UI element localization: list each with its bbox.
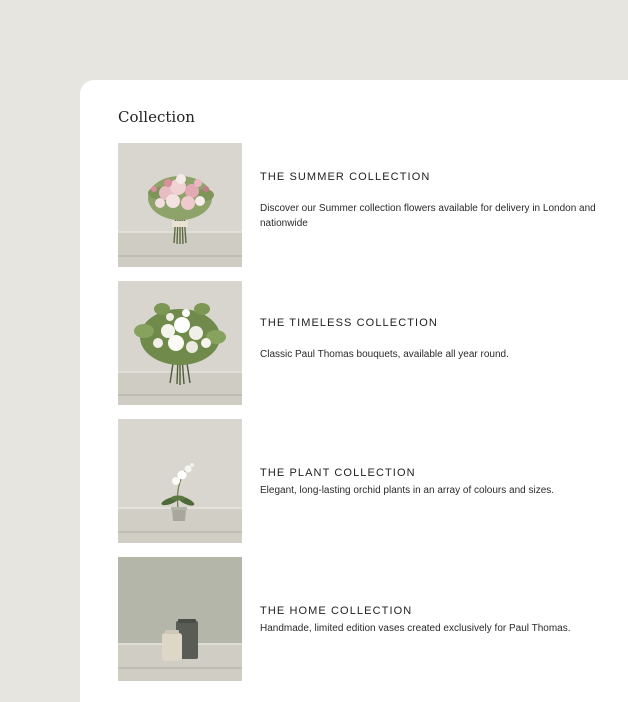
item-title[interactable]: THE SUMMER COLLECTION bbox=[260, 171, 431, 183]
collection-panel bbox=[80, 80, 628, 702]
item-title[interactable]: THE HOME COLLECTION bbox=[260, 605, 413, 617]
orchid-plant-image[interactable] bbox=[118, 419, 242, 543]
collection-item-timeless[interactable] bbox=[118, 281, 618, 405]
item-description: Elegant, long-lasting orchid plants in an array of colours and sizes. bbox=[260, 485, 555, 496]
collection-item-summer[interactable] bbox=[118, 143, 618, 267]
item-description: Classic Paul Thomas bouquets, available all year round. bbox=[260, 349, 509, 360]
item-title[interactable]: THE PLANT COLLECTION bbox=[260, 467, 416, 479]
vases-image[interactable] bbox=[118, 557, 242, 681]
white-bouquet-image[interactable] bbox=[118, 281, 242, 405]
item-title[interactable]: THE TIMELESS COLLECTION bbox=[260, 317, 438, 329]
collection-item-plant[interactable] bbox=[118, 419, 618, 543]
pink-bouquet-image[interactable] bbox=[118, 143, 242, 267]
section-title: Collection bbox=[118, 108, 195, 126]
item-description: Handmade, limited edition vases created exclusively for Paul Thomas. bbox=[260, 623, 571, 634]
collection-item-home[interactable] bbox=[118, 557, 618, 681]
item-description: Discover our Summer collection flowers available for delivery in London and nationwide bbox=[260, 203, 596, 229]
